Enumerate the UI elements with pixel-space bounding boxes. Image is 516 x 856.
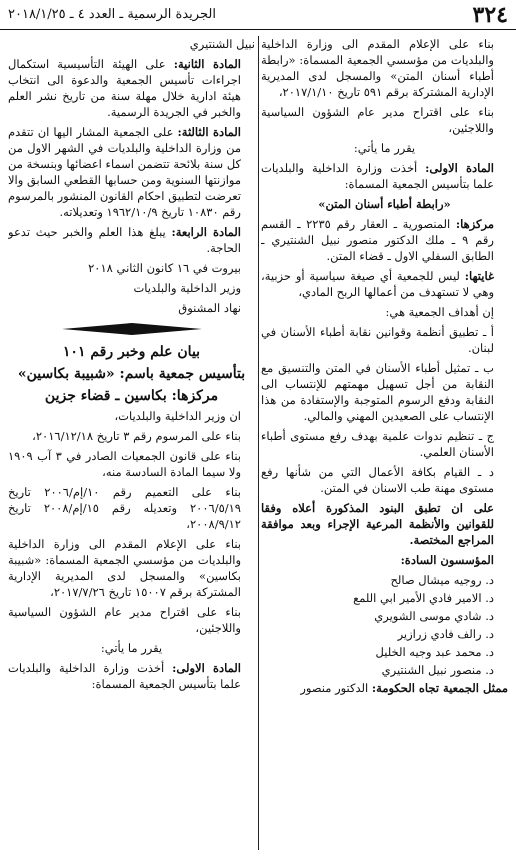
goals-intro: إن أهداف الجمعية هي: — [385, 305, 494, 319]
headquarters — [261, 216, 508, 264]
paragraph: بناء على المرسوم رقم ٣ تاريخ ٢٠١٦/١٢/١٨، — [32, 429, 241, 443]
condition-clause: على ان تطبق البنود المذكورة أعلاه وفقا للقوانين والأنظمة المرعية الإجراء وبعد موافقة المراجع المختصة. — [261, 501, 494, 547]
goal-item: ب ـ تمثيل أطباء الأسنان في المتن والتنسيق مع النقابة من أجل تسهيل مهمتهم للإنتساب الى النقابة ودفع الرسوم المتوجبة والإستفادة من هذا الإنتساب على الصعيدين المهني والمالي. — [261, 361, 494, 423]
founder-item: د. رالف فادي زرازير — [397, 627, 494, 641]
article-label: المادة الاولى: — [172, 661, 241, 675]
goals — [261, 268, 508, 300]
government-representative — [261, 680, 508, 696]
goals-label: غايتها: — [464, 269, 494, 283]
minister-title: وزير الداخلية والبلديات — [133, 281, 241, 295]
paragraph: بناء على الإعلام المقدم الى وزارة الداخلية والبلديات من مؤسسي الجمعية المسماة: «شبيبة بكاسين» والمسجل لدى المديرية الإدارية المشتركة برقم ١٥٠٠٧ تاريخ ٢٠١٧/٧/٢٦، — [8, 537, 241, 599]
representative-continued: نبيل الشنتيري — [189, 37, 255, 51]
article-4 — [8, 224, 255, 256]
minister-name: نهاد المشنوق — [178, 301, 241, 315]
representative-text: الدكتور منصور — [300, 681, 369, 695]
column-divider — [258, 36, 259, 850]
notice-title: بيان علم وخبر رقم ١٠١ — [62, 344, 201, 360]
notice-headquarters: مركزها: بكاسين ـ قضاء جزين — [44, 388, 219, 404]
headquarters-text: المنصورية ـ العقار رقم ٢٢٣٥ ـ القسم رقم ٩ ـ ملك الدكتور منصور نبيل الشنتيري ـ الطابق السفلي الاول ـ قضاء المتن. — [261, 217, 494, 263]
paragraph: بناء على اقتراح مدير عام الشؤون السياسية واللاجئين، — [8, 605, 241, 635]
article-3 — [8, 124, 255, 220]
page-header — [0, 0, 516, 30]
paragraph: ان وزير الداخلية والبلديات، — [114, 409, 241, 423]
article-text: على الجمعية المشار اليها ان تتقدم من وزارة الداخلية والبلديات في الشهر الاول من كل سنة بلائحة تتضمن اسماء اعضائها وبنسخة من موازنتها السنوية ومن حسابها القطعي السابق والا تعرضت لتطبيق احكام القانون المنشور بالمرسوم رقم ١٠٨٣٠ تاريخ ١٩٦٢/١٠/٩ وتعديلاته. — [8, 125, 241, 219]
article-label: المادة الثانية: — [173, 57, 241, 71]
article-label: المادة الاولى: — [425, 161, 494, 175]
paragraph: بناء على اقتراح مدير عام الشؤون السياسية واللاجئين، — [261, 105, 494, 135]
article-1 — [261, 160, 508, 192]
article-text: على الهيئة التأسيسية استكمال اجراءات تأسيس الجمعية والدعوة الى انتخاب هيئة ادارية خلال مهلة سنة من تاريخ نشر العلم والخبر في الجريدة الرسمية. — [8, 57, 241, 119]
page-number: ٣٢٤ — [472, 2, 508, 28]
founder-item: د. منصور نبيل الشنتيري — [381, 663, 494, 677]
founders-title: المؤسسون السادة: — [400, 553, 494, 567]
left-column — [8, 36, 255, 852]
article-label: المادة الرابعة: — [171, 225, 241, 239]
goals-text: ليس للجمعية أي صيغة سياسية أو حزبية، وهي لا تستهدف من أعمالها الربح المادي، — [261, 269, 494, 299]
article-2 — [8, 56, 255, 120]
decision-heading: يقرر ما يأتي: — [353, 141, 416, 155]
paragraph: بناء على قانون الجمعيات الصادر في ٣ آب ١٩٠٩ ولا سيما المادة السادسة منه، — [8, 449, 241, 479]
headquarters-label: مركزها: — [455, 217, 495, 231]
founder-item: د. الامير فادي الأمير ابي اللمع — [353, 591, 494, 605]
decision-heading: يقرر ما يأتي: — [100, 641, 163, 655]
founder-item: د. محمد عبد وجيه الخليل — [375, 645, 494, 659]
paragraph: بناء على التعميم رقم ١٠/إم/٢٠٠٦ تاريخ ٢٠٠٦/٥/١٩ وتعديله رقم ١٥/إم/٢٠٠٨ تاريخ ٢٠٠٨/٩/١٢، — [8, 485, 242, 531]
article-text: يبلغ هذا العلم والخبر حيث تدعو الحاجة. — [8, 225, 241, 255]
article-label: المادة الثالثة: — [177, 125, 241, 139]
ornament-divider — [8, 322, 255, 336]
founders-list — [261, 572, 508, 678]
founder-item: د. روجيه ميشال صالح — [390, 573, 494, 587]
right-column — [261, 36, 508, 852]
gazette-title: الجريدة الرسمية ـ العدد ٤ ـ ٢٠١٨/١/٢٥ — [8, 7, 216, 22]
goal-item: أ ـ تطبيق أنظمة وقوانين نقابة أطباء الأسنان في لبنان. — [261, 325, 494, 355]
goal-item: د ـ القيام بكافة الأعمال التي من شأنها رفع مستوى مهنة طب الاسنان في المتن. — [261, 465, 494, 495]
article-1 — [8, 660, 255, 692]
association-name: «رابطة أطباء أسنان المتن» — [318, 197, 451, 211]
founder-item: د. شادي موسى الشويري — [374, 609, 494, 623]
place-date: بيروت في ١٦ كانون الثاني ٢٠١٨ — [88, 261, 241, 275]
representative-label: ممثل الجمعية تجاه الحكومة: — [371, 681, 508, 695]
goal-item: ج ـ تنظيم ندوات علمية بهدف رفع مستوى أطباء الأسنان العلمي. — [261, 429, 494, 459]
notice-subtitle: بتأسيس جمعية باسم: «شبيبة بكاسين» — [17, 366, 246, 382]
article-text: أخذت وزارة الداخلية والبلديات علما بتأسيس الجمعية المسماة: — [8, 661, 241, 691]
paragraph: بناء على الإعلام المقدم الى وزارة الداخلية والبلديات من مؤسسي الجمعية المسماة: «رابطة أطباء أسنان المتن» والمسجل لدى المديرية الإدارية المشتركة برقم ٥٩١ تاريخ ٢٠١٧/١/١٠، — [261, 37, 494, 99]
article-text: أخذت وزارة الداخلية والبلديات علما بتأسيس الجمعية المسماة: — [261, 161, 494, 191]
